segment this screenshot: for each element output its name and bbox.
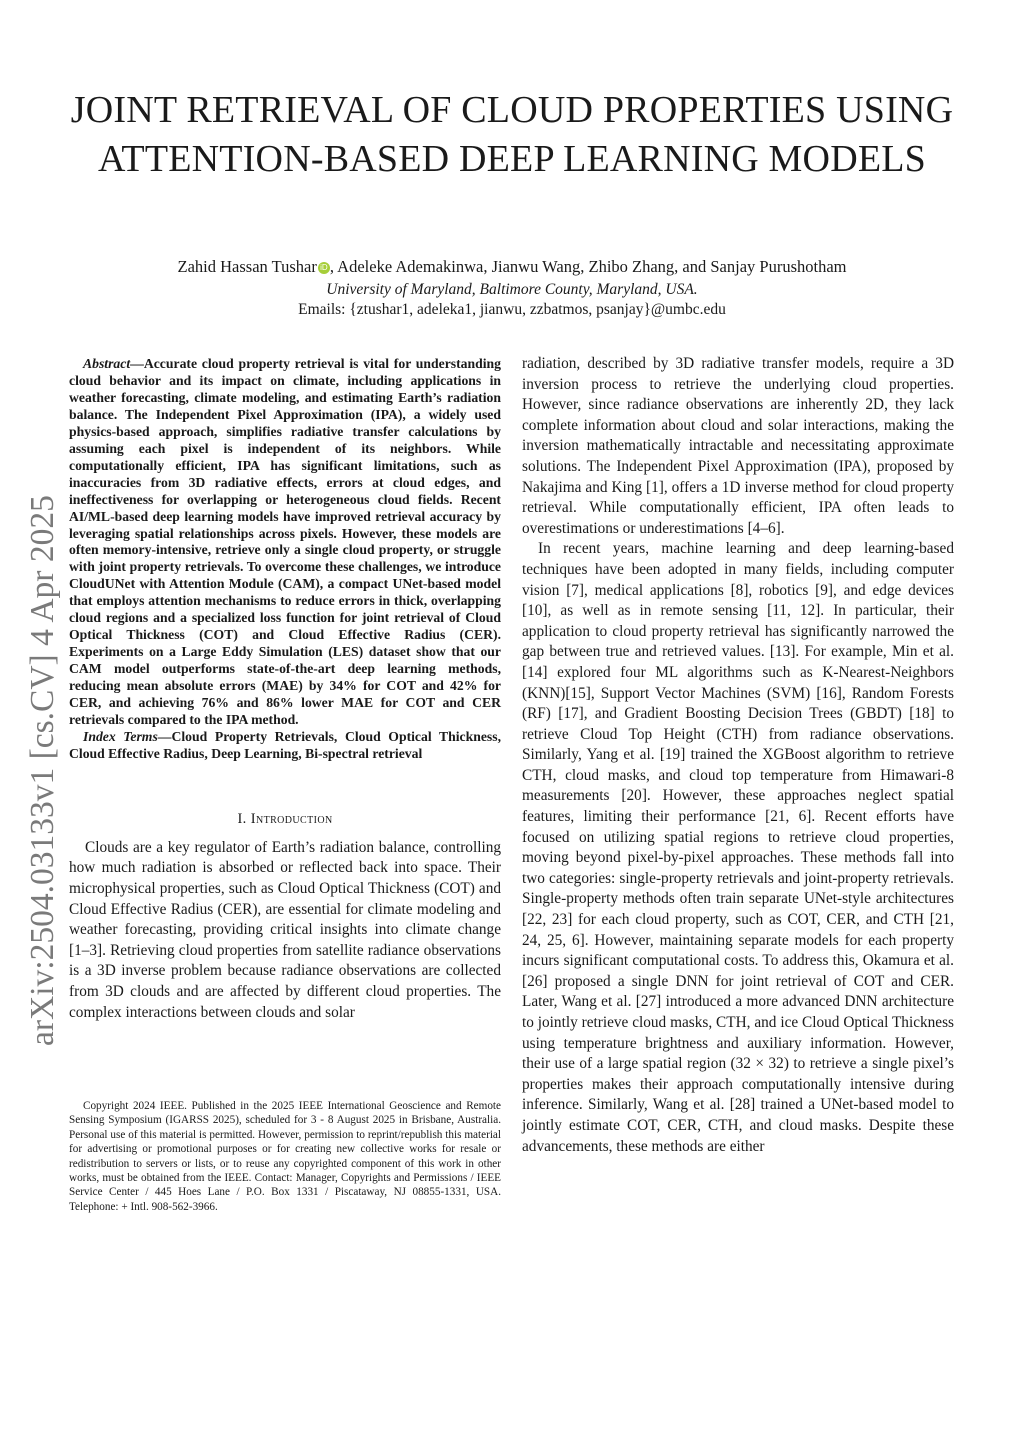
copyright-notice: Copyright 2024 IEEE. Published in the 2025 IEEE International Geoscience and Remote Sensing Symposium (IGARSS 2025), scheduled for 3 - 8 August 2025 in Brisbane, Australia. Personal use of this material is permitted. However, permission to reprint/republish this material for advertising or promotional purposes or for creating new collective works for resale or redistribution to servers or lists, or to reuse any copyrighted component of this work in other works, must be obtained from the IEEE. Contact: Manager, Copyrights and Permissions / IEEE Service Center / 445 Hoes Lane / P.O. Box 1331 / Piscataway, NJ 08855-1331, USA. Telephone: + Intl. 908-562-3966.	[69, 1100, 501, 1213]
intro-paragraph: Clouds are a key regulator of Earth’s radiation balance, controlling how much radiation is absorbed or reflected back into space. Their microphysical properties, such as Cloud Optical Thickness (COT) and Cloud Effective Radius (CER), are essential for climate modeling and weather forecasting, providing critical insights into climate change [1–3]. Retrieving cloud properties from satellite radiance observations is a 3D inverse problem because radiance observations are collected from 3D clouds and are affected by different cloud properties. The complex interactions between clouds and solar	[69, 838, 501, 1021]
section-heading: I. Introduction	[237, 810, 333, 827]
affiliation: University of Maryland, Baltimore County, Maryland, USA.	[326, 281, 698, 298]
orcid-icon[interactable]: iD	[318, 262, 330, 274]
emails: Emails: {ztushar1, adeleka1, jianwu, zzbatmos, psanjay}@umbc.edu	[298, 301, 726, 318]
abstract-text: —Accurate cloud property retrieval is vital for understanding cloud behavior and its impact on climate, including applications in weather forecasting, climate modeling, and estimating Earth’s radiation balance. The Independent Pixel Approximation (IPA), a widely used physics-based approach, simplifies radiative transfer calculations by assuming each pixel is independent of its neighbors. While computationally efficient, IPA has significant limitations, such as inaccuracies from 3D radiative effects, errors at cloud edges, and ineffectiveness for overlapping or heterogeneous cloud fields. Recent AI/ML-based deep learning models have improved retrieval accuracy by leveraging spatial relationships across pixels. However, these models are often memory-intensive, retrieve only a single cloud property, or struggle with joint property retrievals. To overcome these challenges, we introduce CloudUNet with Attention Module (CAM), a compact UNet-based model that employs attention mechanisms to reduce errors in thick, overlapping cloud regions and a specialized loss function for joint retrieval of Cloud Optical Thickness (COT) and Cloud Effective Radius (CER). Experiments on a Large Eddy Simulation (LES) dataset show that our CAM model outperforms state-of-the-art deep learning methods, reducing mean absolute errors (MAE) by 34% for COT and 42% for CER, and achieving 76% and 86% lower MAE for COT and CER retrievals compared to the IPA method.	[69, 356, 501, 728]
right-column	[522, 354, 954, 1157]
paper-title: JOINT RETRIEVAL OF CLOUD PROPERTIES USING ATTENTION-BASED DEEP LEARNING MODELS	[70, 89, 954, 180]
index-terms-label: Index Terms	[83, 728, 158, 744]
arxiv-stamp: arXiv:2504.03133v1 [cs.CV] 4 Apr 2025	[24, 495, 61, 1046]
body-paragraph-2: In recent years, machine learning and deep learning-based techniques have been adopted in many fields, including computer vision [7], medical applications [8], robotics [9], and edge devices [10], as well as in remote sensing [11, 12]. In particular, their application to cloud property retrieval has significantly narrowed the gap between true and retrieved values. [13]. For example, Min et al. [14] explored four ML algorithms such as K-Nearest-Neighbors (KNN)[15], Support Vector Machines (SVM) [16], Random Forests (RF) [17], and Gradient Boosting Decision Trees (GBDT) [18] to retrieve Cloud Top Height (CTH) from radiance observations. Similarly, Yang et al. [19] trained the XGBoost algorithm to retrieve CTH, cloud masks, and cloud top temperature from Himawari-8 measurements [20]. However, these approaches neglect spatial features, limiting their performance [21, 6]. Recent efforts have focused on utilizing spatial regions to retrieve cloud properties, moving beyond pixel-by-pixel approaches. These methods fall into two categories: single-property retrievals and joint-property retrievals. Single-property methods often train separate UNet-style architectures [22, 23] for each cloud property, such as COT, CER, and CTH [21, 24, 25, 6]. However, maintaining separate models for each property incurs significant computational costs. To address this, Okamura et al. [26] proposed a single DNN for joint retrieval of COT and CER. Later, Wang et al. [27] introduced a more advanced DNN architecture to jointly retrieve cloud masks, CTH, and ice Cloud Optical Thickness using temperature brightness and auxiliary information. However, their use of a large spatial region (32 × 32) to retrieve a single pixel’s properties makes their approach computationally intensive during inference. Similarly, Wang et al. [28] trained a UNet-based model to jointly estimate COT, CER, CTH, and cloud masks. Despite these advancements, these methods are either	[522, 540, 954, 1155]
abstract	[69, 356, 501, 729]
first-author: Zahid Hassan Tushar	[177, 257, 317, 276]
abstract-label: Abstract	[83, 356, 131, 371]
index-terms-text: —Cloud Property Retrievals, Cloud Optical Thickness, Cloud Effective Radius, Deep Learning, Bi-spectral retrieval	[69, 728, 501, 761]
author-list	[60, 256, 964, 278]
index-terms	[69, 729, 501, 763]
left-column	[69, 356, 501, 1023]
body-paragraph-1: radiation, described by 3D radiative transfer models, require a 3D inversion process to retrieve the underlying cloud properties. However, since radiance observations are inherently 2D, they lack complete information about cloud and solar interactions, making the inversion mathematically intractable and necessitating approximate solutions. The Independent Pixel Approximation (IPA), proposed by Nakajima and King [1], offers a 1D inverse method for cloud property retrieval. While computationally efficient, IPA often leads to overestimations or underestimations [4–6].	[522, 355, 954, 537]
other-authors: , Adeleke Ademakinwa, Jianwu Wang, Zhibo Zhang, and Sanjay Purushotham	[329, 257, 847, 276]
